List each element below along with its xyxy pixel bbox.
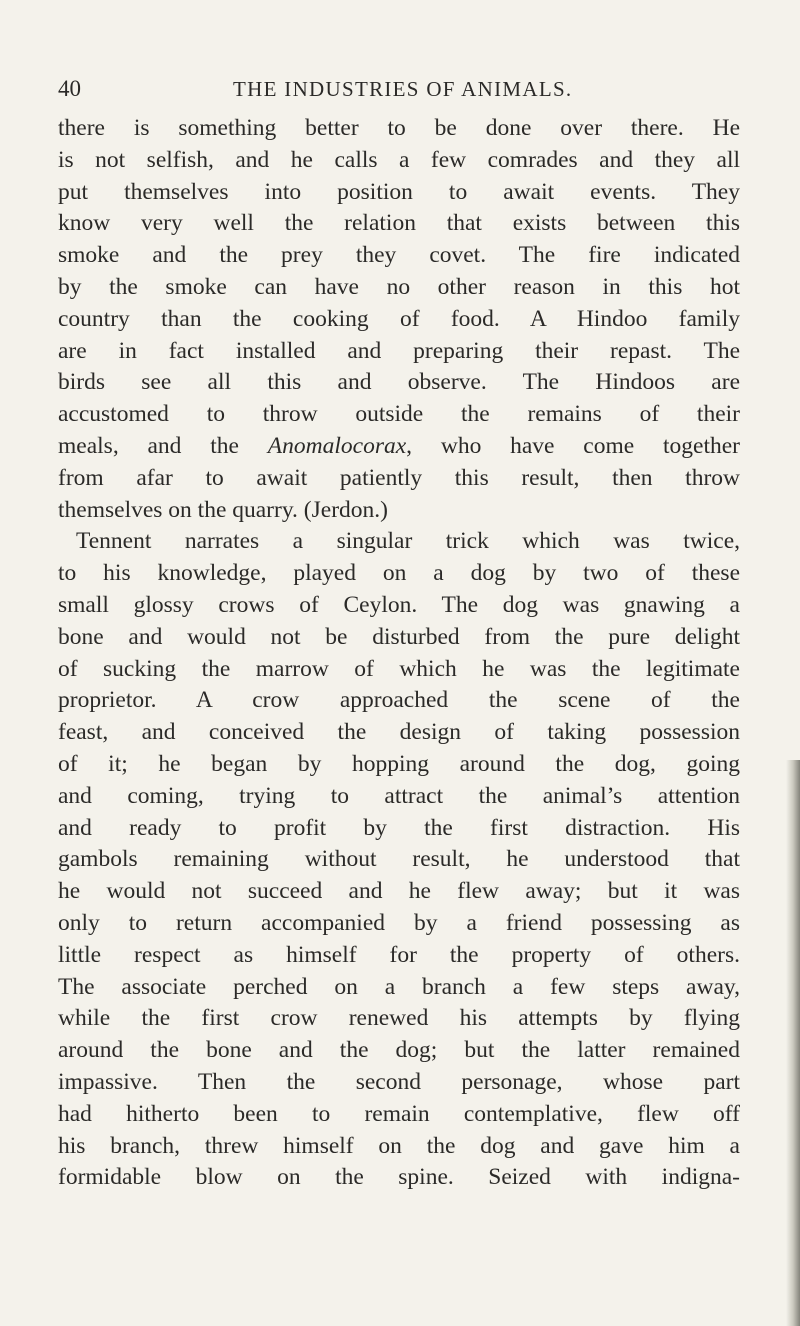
text-line: of sucking the marrow of which he was the legitimate bbox=[58, 655, 740, 682]
text-line: gambols remaining without result, he understood that bbox=[58, 846, 740, 873]
text-line: while the first crow renewed his attempts by flying bbox=[58, 1005, 740, 1032]
text-line: themselves on the quarry. (Jerdon.) bbox=[58, 496, 388, 523]
text-line: had hitherto been to remain contemplative, flew off bbox=[58, 1100, 740, 1127]
text-line: proprietor. A crow approached the scene of the bbox=[58, 687, 740, 714]
text-line: impassive. Then the second personage, whose part bbox=[58, 1068, 740, 1095]
text-line: birds see all this and observe. The Hindoos are bbox=[58, 369, 740, 396]
text-line: his branch, threw himself on the dog and gave him a bbox=[58, 1132, 740, 1159]
text-line: country than the cooking of food. A Hindoo family bbox=[58, 305, 740, 332]
text-line: meals, and the Anomalocorax, who have come together bbox=[58, 432, 740, 459]
text-line: and ready to profit by the first distraction. His bbox=[58, 814, 740, 841]
text-line: there is something better to be done over there. He bbox=[58, 115, 740, 141]
text-line: smoke and the prey they covet. The fire indicated bbox=[58, 242, 740, 269]
text-line: The associate perched on a branch a few steps away, bbox=[58, 973, 740, 1000]
text-line: from afar to await patiently this result, then throw bbox=[58, 464, 740, 491]
text-line: only to return accompanied by a friend possessing as bbox=[58, 909, 740, 936]
text-line: put themselves into position to await events. They bbox=[58, 178, 740, 205]
text-line: he would not succeed and he flew away; but it was bbox=[58, 878, 740, 905]
text-line: around the bone and the dog; but the latter remained bbox=[58, 1037, 740, 1064]
paragraph-start-line: Tennent narrates a singular trick which was twice, bbox=[76, 528, 740, 555]
page-header bbox=[58, 76, 748, 106]
text-line: bone and would not be disturbed from the pure delight bbox=[58, 623, 740, 650]
body-text bbox=[58, 113, 740, 1194]
text-line: is not selfish, and he calls a few comrades and they all bbox=[58, 146, 740, 173]
running-head: THE INDUSTRIES OF ANIMALS. bbox=[233, 77, 573, 101]
text-line: by the smoke can have no other reason in this hot bbox=[58, 273, 740, 300]
text-line: formidable blow on the spine. Seized with indigna- bbox=[58, 1164, 740, 1191]
species-name: Anomalocorax bbox=[267, 432, 407, 459]
text-line: accustomed to throw outside the remains of their bbox=[58, 401, 740, 428]
text-line: to his knowledge, played on a dog by two of these bbox=[58, 560, 740, 587]
text-line: feast, and conceived the design of taking possession bbox=[58, 719, 740, 746]
binding-edge-shadow bbox=[786, 760, 800, 1326]
text-line: small glossy crows of Ceylon. The dog was gnawing a bbox=[58, 591, 740, 618]
text-line: of it; he began by hopping around the dog, going bbox=[58, 750, 740, 777]
text-line: are in fact installed and preparing their repast. The bbox=[58, 337, 740, 364]
text-line: and coming, trying to attract the animal’s attention bbox=[58, 782, 740, 809]
page-number: 40 bbox=[58, 76, 81, 101]
text-line: know very well the relation that exists between this bbox=[58, 210, 740, 237]
text-line: little respect as himself for the property of others. bbox=[58, 941, 740, 968]
